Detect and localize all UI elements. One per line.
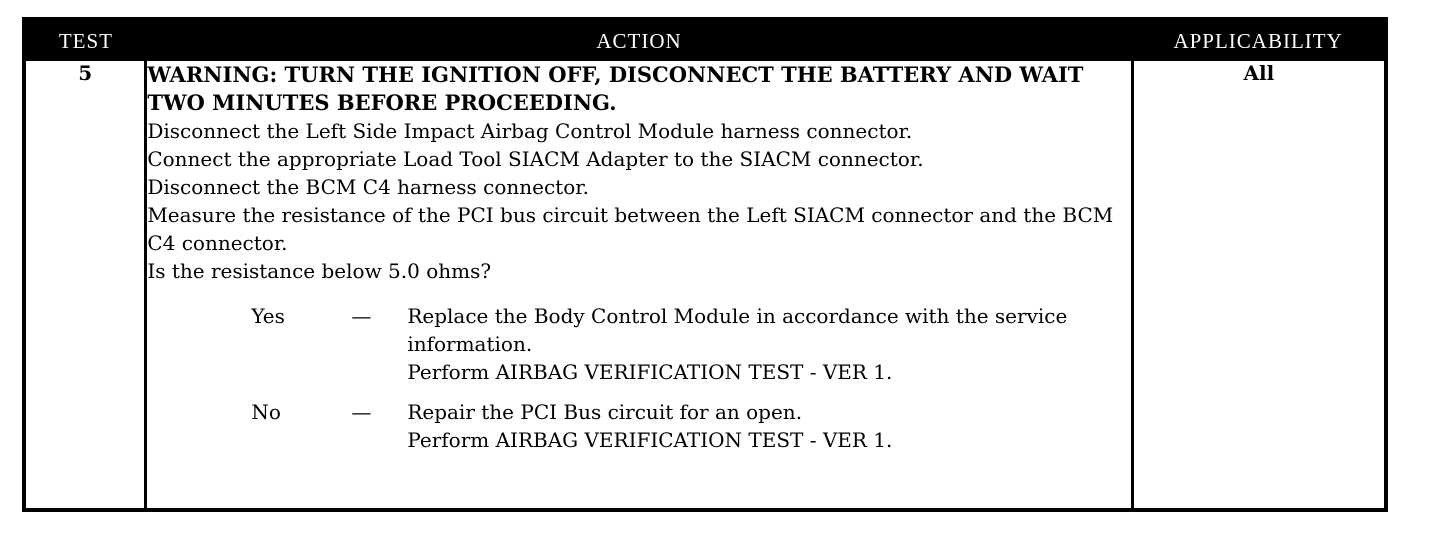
answer-no-line-1: Repair the PCI Bus circuit for an open. [407, 400, 803, 424]
step-3: Disconnect the BCM C4 harness connector. [147, 175, 589, 199]
step-1: Disconnect the Left Side Impact Airbag Control Module harness connector. [147, 119, 913, 143]
applicability-cell [1132, 61, 1386, 510]
step-4: Measure the resistance of the PCI bus circuit between the Left SIACM connector and the BCM C4 connector. [147, 203, 1114, 255]
action-cell [146, 61, 1132, 510]
header-applicability: APPLICABILITY [1132, 19, 1386, 61]
answer-yes-line-2: Perform AIRBAG VERIFICATION TEST - VER 1. [407, 360, 893, 384]
table-header [24, 19, 1386, 61]
header-row [24, 19, 1386, 61]
answer-no-dash: — [351, 400, 372, 424]
answer-yes-body [407, 302, 1130, 386]
warning-text: WARNING: TURN THE IGNITION OFF, DISCONNECT THE BATTERY AND WAIT TWO MINUTES BEFORE PROCEEDING. [147, 62, 1084, 115]
test-number-cell [24, 61, 146, 510]
diagnostic-test-table [22, 17, 1388, 512]
answer-yes-line-1: Replace the Body Control Module in accordance with the service information. [407, 304, 1068, 356]
answer-no-line-2: Perform AIRBAG VERIFICATION TEST - VER 1. [407, 428, 893, 452]
applicability-value: All [1243, 61, 1275, 85]
answer-yes [147, 302, 1130, 386]
test-number: 5 [78, 61, 93, 85]
step-question: Is the resistance below 5.0 ohms? [147, 259, 492, 283]
answer-no-label: No [251, 400, 281, 424]
answer-no [147, 398, 1130, 454]
header-test: TEST [24, 19, 146, 61]
answer-yes-label: Yes [251, 304, 285, 328]
answer-no-body [407, 398, 1130, 454]
step-2: Connect the appropriate Load Tool SIACM Adapter to the SIACM connector. [147, 147, 924, 171]
header-action: ACTION [146, 19, 1132, 61]
table-row [24, 61, 1386, 510]
answer-list [147, 302, 1130, 454]
answer-yes-dash: — [351, 304, 372, 328]
